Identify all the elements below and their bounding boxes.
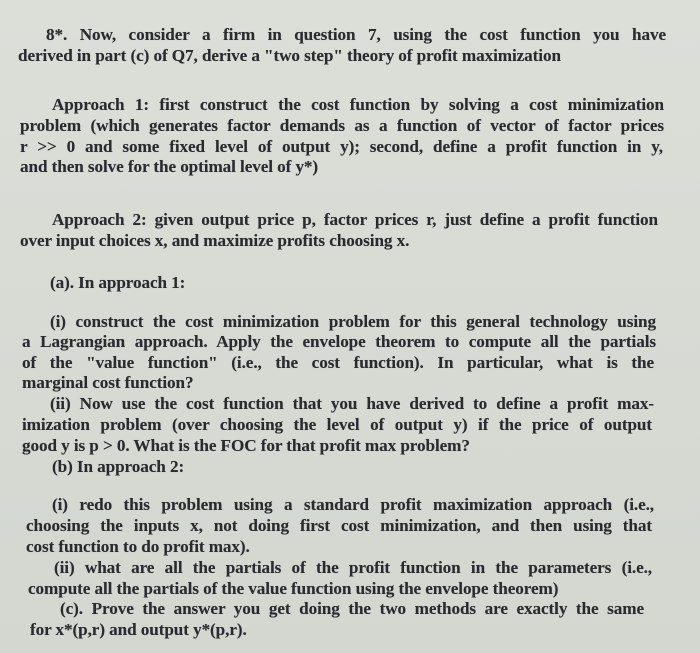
text-line: imization problem (over choosing the level of output y) if the price of output: [22, 415, 652, 434]
text-line: 8*. Now, consider a firm in question 7, using the cost function you have: [46, 25, 666, 44]
text-line: Approach 1: first construct the cost function by solving a cost minimization: [52, 95, 664, 114]
text-line: choosing the inputs x, not doing first cost minimization, and then using that: [26, 516, 652, 535]
text-line: and then solve for the optimal level of y*): [20, 157, 319, 176]
text-line: Approach 2: given output price p, factor prices r, just define a profit function: [52, 210, 658, 229]
text-line: (i) construct the cost minimization problem for this general technology using: [50, 312, 656, 331]
part-a-heading: (a). In approach 1:: [50, 273, 186, 292]
text-line: problem (which generates factor demands as a function of vector of factor prices: [20, 116, 664, 135]
text-line: (i) redo this problem using a standard profit maximization approach (i.e.,: [52, 495, 654, 514]
text-line: good y is p > 0. What is the FOC for that profit max problem?: [22, 436, 470, 455]
text-line: (ii) what are all the partials of the profit function in the parameters (i.e.,: [54, 558, 652, 577]
text-line: r >> 0 and some fixed level of output y); second, define a profit function in y,: [20, 137, 663, 156]
text-line: over input choices x, and maximize profits choosing x.: [20, 231, 410, 250]
text-line: cost function to do profit max).: [26, 537, 250, 556]
text-line: for x*(p,r) and output y*(p,r).: [30, 620, 247, 639]
text-line: (c). Prove the answer you get doing the two methods are exactly the same: [60, 599, 644, 618]
text-line: compute all the partials of the value function using the envelope theorem): [28, 579, 559, 598]
text-line: of the "value function" (i.e., the cost function). In particular, what is the: [22, 353, 654, 372]
part-b-heading: (b) In approach 2:: [52, 457, 185, 476]
text-line: derived in part (c) of Q7, derive a "two step" theory of profit maximization: [18, 46, 561, 65]
text-line: marginal cost function?: [22, 373, 194, 392]
text-line: a Lagrangian approach. Apply the envelope theorem to compute all the partials: [22, 332, 656, 351]
text-line: (ii) Now use the cost function that you have derived to define a profit max-: [50, 394, 654, 413]
